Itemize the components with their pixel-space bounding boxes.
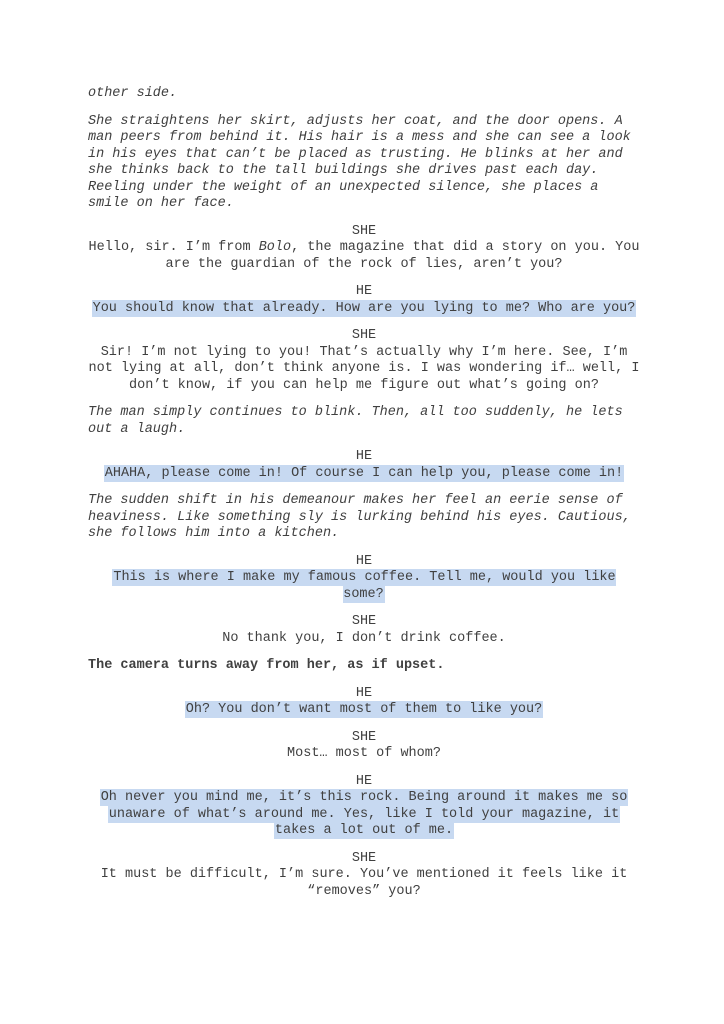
action-line: heaviness. Like something sly is lurking behind his eyes. Cautious, [88, 509, 631, 525]
dialogue-line: It must be difficult, I’m sure. You’ve mentioned it feels like it [100, 867, 628, 882]
action-paragraph-3 [88, 493, 640, 543]
character-name: SHE [351, 614, 377, 629]
camera-direction [88, 658, 640, 675]
character-name: HE [355, 449, 373, 464]
dialogue-line-highlighted [88, 790, 640, 807]
action-line: she follows him into a kitchen. [88, 526, 340, 541]
dialogue-line: No thank you, I don’t drink coffee. [222, 630, 506, 646]
dialogue-line-highlighted [88, 570, 640, 603]
dialogue-text: , the magazine that did a story on you. You [291, 240, 640, 255]
camera-direction-line: The camera turns away from her, as if upset. [88, 658, 445, 673]
highlighted-text: You should know that already. How are you lying to me? Who are you? [92, 300, 636, 316]
dialogue-she-2 [88, 328, 640, 394]
dialogue-line-highlighted [88, 823, 640, 840]
dialogue-he-5 [88, 774, 640, 840]
character-name: SHE [351, 850, 377, 866]
action-line: other side. [88, 86, 178, 101]
dialogue-line-highlighted [88, 702, 640, 719]
dialogue-line: don’t know, if you can help me figure out what’s going on? [129, 377, 599, 393]
character-name: SHE [351, 328, 377, 343]
action-line: smile on her face. [88, 196, 234, 211]
highlighted-text: This is where I make my famous coffee. Tell me, would you like some? [113, 570, 616, 602]
action-line: The sudden shift in his demeanour makes her feel an eerie sense of [88, 493, 623, 508]
dialogue-he-3 [88, 554, 640, 604]
dialogue-line [88, 240, 640, 257]
action-continuation [88, 86, 640, 103]
dialogue-she-4 [88, 730, 640, 763]
dialogue-line: “removes” you? [307, 883, 421, 899]
action-line: The man simply continues to blink. Then, all too suddenly, he lets [88, 405, 623, 420]
dialogue-line-highlighted [88, 807, 640, 824]
dialogue-line: Most… most of whom? [287, 746, 441, 761]
dialogue-line-highlighted [88, 301, 640, 318]
highlighted-text: takes a lot out of me. [274, 823, 454, 838]
character-name: HE [355, 685, 373, 701]
action-paragraph-1 [88, 114, 640, 213]
action-line: she thinks back to the tall buildings she drives past each day. [88, 163, 599, 178]
dialogue-line: not lying at all, don’t think anyone is. I was wondering if… well, I [88, 361, 640, 376]
dialogue-she-3 [88, 614, 640, 647]
magazine-title: Bolo [258, 240, 292, 255]
action-paragraph-2 [88, 405, 640, 438]
character-name: HE [355, 773, 373, 789]
action-line: Reeling under the weight of an unexpected silence, she places a [88, 179, 599, 195]
dialogue-line: are the guardian of the rock of lies, aren’t you? [165, 256, 563, 272]
dialogue-line-highlighted [88, 466, 640, 483]
dialogue-he-2 [88, 449, 640, 482]
highlighted-text: Oh? You don’t want most of them to like you? [185, 702, 543, 717]
character-name: SHE [351, 729, 377, 745]
action-line: out a laugh. [88, 421, 186, 437]
dialogue-text: Hello, sir. I’m from [88, 240, 259, 255]
highlighted-text: AHAHA, please come in! Of course I can help you, please come in! [104, 465, 624, 481]
highlighted-text: Oh never you mind me, it’s this rock. Being around it makes me so [100, 790, 628, 805]
character-name: HE [355, 284, 373, 299]
dialogue-line: Sir! I’m not lying to you! That’s actually why I’m here. See, I’m [100, 344, 628, 360]
action-line: She straightens her skirt, adjusts her coat, and the door opens. A [88, 113, 623, 129]
dialogue-she-5 [88, 851, 640, 901]
character-name: HE [355, 553, 373, 569]
character-name: SHE [351, 223, 377, 239]
action-line: man peers from behind it. His hair is a mess and she can see a look [88, 130, 631, 145]
dialogue-he-1 [88, 284, 640, 317]
dialogue-he-4 [88, 686, 640, 719]
action-line: in his eyes that can’t be placed as trusting. He blinks at her and [88, 146, 623, 162]
highlighted-text: unaware of what’s around me. Yes, like I told your magazine, it [108, 806, 620, 822]
dialogue-she-1 [88, 224, 640, 274]
